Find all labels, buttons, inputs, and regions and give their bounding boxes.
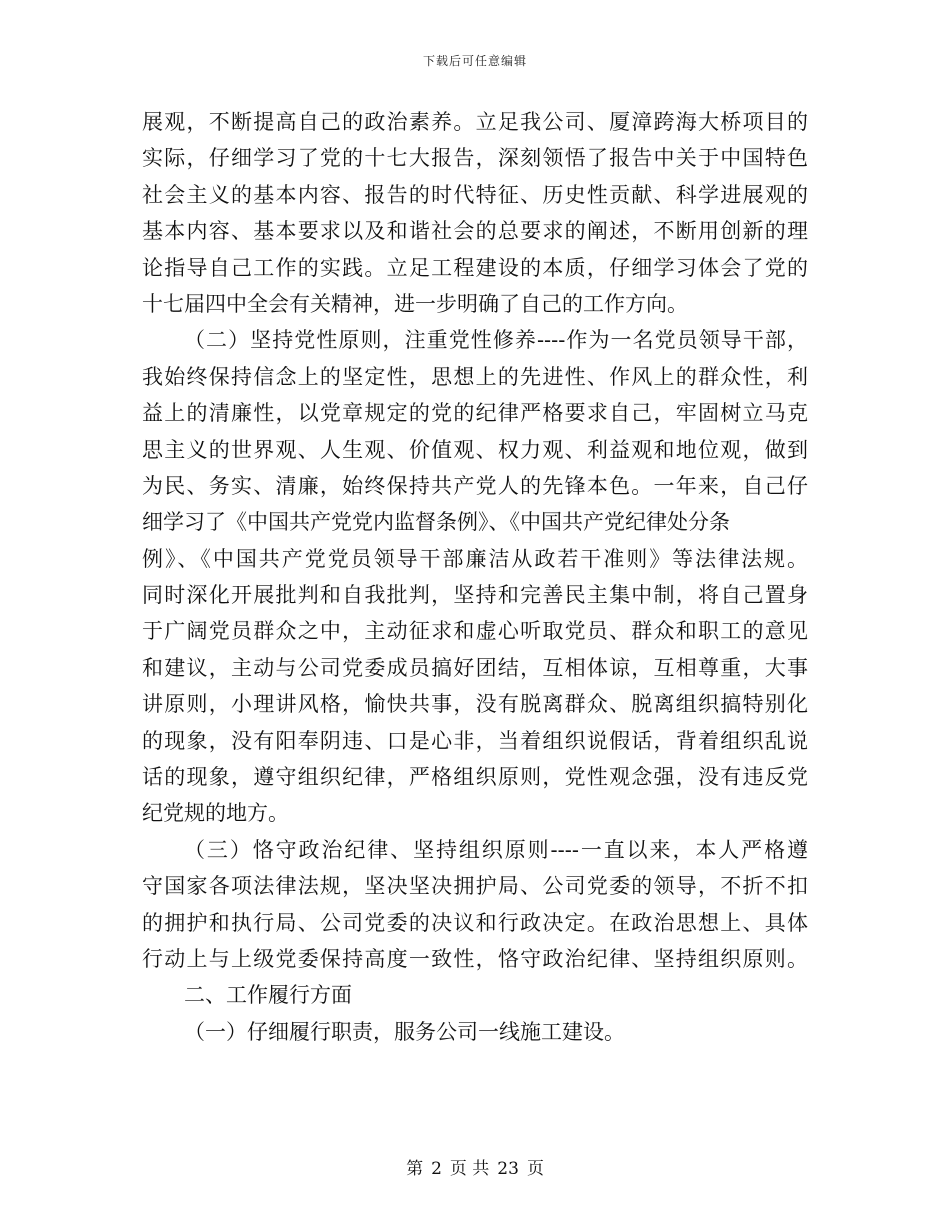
text-line: 展观，不断提高自己的政治素养。立足我公司、厦漳跨海大桥项目的	[142, 110, 808, 134]
page-total: 23	[497, 1159, 519, 1179]
text-line: 于广阔党员群众之中，主动征求和虚心听取党员、群众和职工的意见	[142, 619, 808, 644]
text-line: 的现象，没有阳奉阴违、口是心非，当着组织说假话，背着组织乱说	[142, 728, 808, 753]
page-number: 2	[431, 1159, 442, 1179]
text-line: 十七届四中全会有关精神，进一步明确了自己的工作方向。	[142, 291, 688, 316]
text-line: 的拥护和执行局、公司党委的决议和行政决定。在政治思想上、具体	[142, 910, 808, 935]
text-line: 社会主义的基本内容、报告的时代特征、历史性贡献、科学进展观的	[142, 182, 808, 207]
text-line: 同时深化开展批判和自我批判，坚持和完善民主集中制，将自己置身	[142, 583, 808, 608]
text-line: （三）恪守政治纪律、坚持组织原则----一直以来，本人严格遵	[184, 837, 808, 862]
text-line: 和建议，主动与公司党委成员搞好团结，互相体谅，互相尊重，大事	[142, 655, 808, 680]
page-label-suffix: 页	[526, 1159, 544, 1179]
text-line: 为民、务实、清廉，始终保持共产党人的先锋本色。一年来，自己仔	[142, 473, 808, 498]
text-line: （二）坚持党性原则，注重党性修养----作为一名党员领导干部，	[184, 328, 808, 353]
page-header: 下载后可任意编辑	[422, 54, 527, 68]
page-footer	[0, 1154, 950, 1179]
text-line: 例》、《中国共产党党员领导干部廉洁从政若干准则》等法律法规。	[142, 546, 808, 571]
text-line: （一）仔细履行职责，服务公司一线施工建设。	[184, 1019, 625, 1044]
text-line: 纪党规的地方。	[142, 801, 289, 826]
page-label-prefix: 第	[406, 1159, 424, 1179]
text-line: 话的现象，遵守组织纪律，严格组织原则，党性观念强，没有违反党	[142, 765, 808, 790]
document-body	[142, 104, 808, 1124]
text-line: 实际，仔细学习了党的十七大报告，深刻领悟了报告中关于中国特色	[142, 146, 808, 171]
page-label-middle: 页 共	[449, 1159, 490, 1179]
text-line: 基本内容、基本要求以及和谐社会的总要求的阐述，不断用创新的理	[142, 219, 808, 244]
section-heading: 二、工作履行方面	[184, 983, 352, 1008]
text-line: 行动上与上级党委保持高度一致性，恪守政治纪律、坚持组织原则。	[142, 946, 808, 971]
text-line: 益上的清廉性，以党章规定的党的纪律严格要求自己，牢固树立马克	[142, 401, 808, 426]
text-line: 论指导自己工作的实践。立足工程建设的本质，仔细学习体会了党的	[142, 255, 808, 280]
text-line: 我始终保持信念上的坚定性，思想上的先进性、作风上的群众性，利	[142, 364, 808, 389]
text-line: 思主义的世界观、人生观、价值观、权力观、利益观和地位观，做到	[142, 437, 808, 462]
text-line: 细学习了《中国共产党党内监督条例》、《中国共产党纪律处分条	[142, 510, 730, 535]
text-line: 讲原则，小理讲风格，愉快共事，没有脱离群众、脱离组织搞特别化	[142, 692, 808, 717]
text-line: 守国家各项法律法规，坚决坚决拥护局、公司党委的领导，不折不扣	[142, 874, 808, 899]
